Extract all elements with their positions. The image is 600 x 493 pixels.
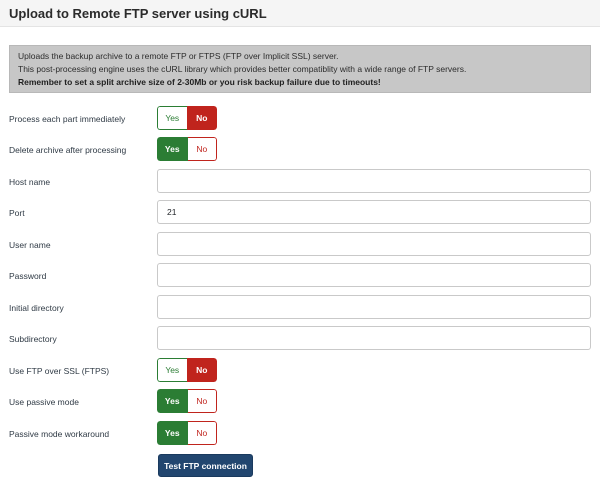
use-ftps-yes-button[interactable]: Yes xyxy=(157,358,187,382)
passive-mode-label: Use passive mode xyxy=(9,396,79,407)
passive-workaround-toggle[interactable] xyxy=(157,421,217,445)
use-ftps-no-button[interactable]: No xyxy=(187,358,218,382)
delete-archive-label: Delete archive after processing xyxy=(9,144,127,155)
passive-mode-yes-button[interactable]: Yes xyxy=(157,389,188,413)
row-use-ftps xyxy=(0,358,600,383)
row-subdirectory xyxy=(0,326,600,351)
row-initial-directory xyxy=(0,295,600,320)
passive-workaround-label: Passive mode workaround xyxy=(9,428,110,439)
host-name-label: Host name xyxy=(9,176,51,187)
port-input[interactable] xyxy=(157,200,591,224)
port-label: Port xyxy=(9,207,25,218)
row-process-each-part xyxy=(0,106,600,131)
initial-directory-label: Initial directory xyxy=(9,302,64,313)
passive-workaround-no-button[interactable]: No xyxy=(188,421,218,445)
row-password xyxy=(0,263,600,288)
test-ftp-connection-button[interactable]: Test FTP connection xyxy=(158,454,253,477)
passive-mode-no-button[interactable]: No xyxy=(188,389,218,413)
info-line-1: Uploads the backup archive to a remote FTP or FTPS (FTP over Implicit SSL) server. xyxy=(18,51,339,61)
passive-workaround-yes-button[interactable]: Yes xyxy=(157,421,188,445)
info-warning: Remember to set a split archive size of 2-30Mb or you risk backup failure due to timeouts! xyxy=(18,77,381,87)
delete-archive-yes-button[interactable]: Yes xyxy=(157,137,188,161)
process-each-part-yes-button[interactable]: Yes xyxy=(157,106,187,130)
process-each-part-toggle[interactable] xyxy=(157,106,217,130)
row-passive-workaround xyxy=(0,421,600,446)
row-passive-mode xyxy=(0,389,600,414)
row-host-name xyxy=(0,169,600,194)
password-input[interactable] xyxy=(157,263,591,287)
delete-archive-no-button[interactable]: No xyxy=(188,137,218,161)
row-user-name xyxy=(0,232,600,257)
subdirectory-input[interactable] xyxy=(157,326,591,350)
info-line-2: This post-processing engine uses the cURL library which provides better compatiblity with a wide range of FTP servers. xyxy=(18,64,467,74)
subdirectory-label: Subdirectory xyxy=(9,333,57,344)
panel-header xyxy=(0,0,600,27)
user-name-label: User name xyxy=(9,239,51,250)
initial-directory-input[interactable] xyxy=(157,295,591,319)
passive-mode-toggle[interactable] xyxy=(157,389,217,413)
use-ftps-toggle[interactable] xyxy=(157,358,217,382)
user-name-input[interactable] xyxy=(157,232,591,256)
row-port xyxy=(0,200,600,225)
process-each-part-label: Process each part immediately xyxy=(9,113,126,124)
row-delete-archive xyxy=(0,137,600,162)
host-name-input[interactable] xyxy=(157,169,591,193)
password-label: Password xyxy=(9,270,47,281)
use-ftps-label: Use FTP over SSL (FTPS) xyxy=(9,365,110,376)
delete-archive-toggle[interactable] xyxy=(157,137,217,161)
process-each-part-no-button[interactable]: No xyxy=(187,106,218,130)
panel-title: Upload to Remote FTP server using cURL xyxy=(9,6,267,21)
info-box xyxy=(9,45,591,93)
